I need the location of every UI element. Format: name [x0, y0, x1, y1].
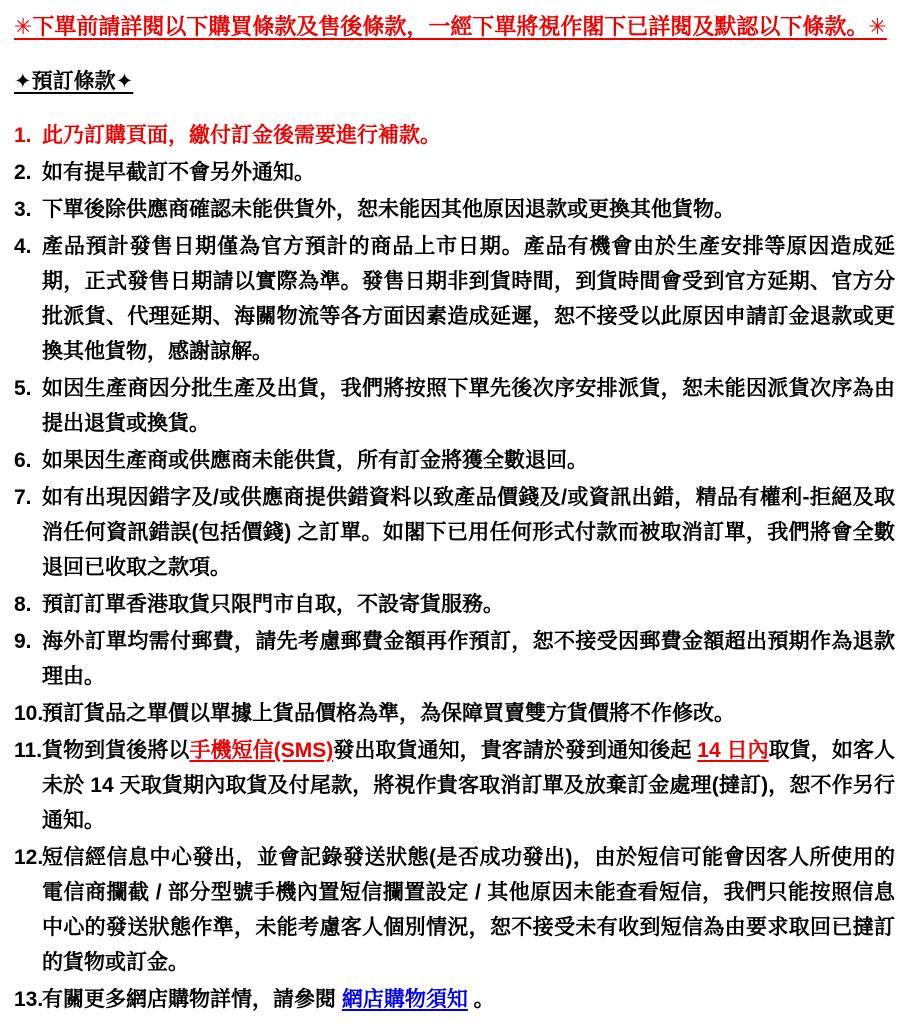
term-item-2: [14, 155, 895, 190]
term-text-6: 如果因生產商或供應商未能供貨，所有訂金將獲全數退回。: [42, 449, 588, 472]
page-title: ✳︎下單前請詳閱以下購買條款及售後條款，一經下單將視作閣下已詳閱及默認以下條款。✳︎: [14, 14, 887, 39]
online-store-shopping-notice-link[interactable]: 網店購物須知: [341, 988, 468, 1011]
term-item-10: [14, 696, 895, 731]
term-item-7: [14, 480, 895, 585]
section-header-preorder-terms: ✦預訂條款✦: [14, 70, 134, 93]
term-11-segment-3: 取貨，如客人未於 14 天取貨期內取貨及付尾款，將視作貴客取消訂單及放棄訂金處理(撻訂)，恕不作另行通知。: [42, 739, 895, 832]
term-number-13: 13.: [14, 988, 44, 1011]
term-item-12: [14, 840, 895, 980]
term-text-5: 如因生產商因分批生產及出貨，我們將按照下單先後次序安排派貨，恕未能因派貨次序為由提出退貨或換貨。: [42, 377, 895, 435]
term-number-9: 9.: [14, 630, 32, 653]
term-number-10: 10.: [14, 702, 44, 725]
term-number-3: 3.: [14, 198, 32, 221]
term-number-2: 2.: [14, 161, 32, 184]
term-text-4: 產品預計發售日期僅為官方預計的商品上市日期。產品有機會由於生產安排等原因造成延期，正式發售日期請以實際為準。發售日期非到貨時間，到貨時間會受到官方延期、官方分批派貨、代理延期、海關物流等各方面因素造成延遲，恕不接受以此原因申請訂金退款或更換其他貨物，感謝諒解。: [42, 235, 895, 363]
term-11-segment-2: 發出取貨通知，貴客請於發到通知後起: [333, 739, 698, 762]
term-item-3: [14, 192, 895, 227]
term-text-1: 此乃訂購頁面，繳付訂金後需要進行補款。: [42, 124, 441, 147]
term-number-1: 1.: [14, 124, 32, 147]
term-item-13: [14, 982, 895, 1017]
term-item-8: [14, 587, 895, 622]
term-text-9: 海外訂單均需付郵費，請先考慮郵費金額再作預訂，恕不接受因郵費金額超出預期作為退款理由。: [42, 630, 895, 688]
term-number-5: 5.: [14, 377, 32, 400]
term-item-1: [14, 118, 895, 153]
term-11-days-highlight: 14 日內: [697, 739, 769, 762]
term-text-8: 預訂訂單香港取貨只限門市自取，不設寄貨服務。: [42, 593, 504, 616]
term-text-7: 如有出現因錯字及/或供應商提供錯資料以致產品價錢及/或資訊出錯，精品有權利-拒絕及取消任何資訊錯誤(包括價錢) 之訂單。如閣下已用任何形式付款而被取消訂單，我們將會全數退回已收取之款項。: [42, 486, 895, 579]
terms-list: [14, 118, 895, 1017]
term-13-segment-2: 。: [467, 988, 495, 1011]
term-number-4: 4.: [14, 235, 32, 258]
term-text-12: 短信經信息中心發出，並會記錄發送狀態(是否成功發出)，由於短信可能會因客人所使用的電信商攔截 / 部分型號手機內置短信攔置設定 / 其他原因未能查看短信，我們只能按照信息中心的發送狀態作準，未能考慮客人個別情況，恕不接受未有收到短信為由要求取回已撻訂的貨物或訂金。: [42, 846, 895, 974]
term-number-6: 6.: [14, 449, 32, 472]
term-text-13: [42, 988, 495, 1011]
term-item-11: [14, 733, 895, 838]
term-number-8: 8.: [14, 593, 32, 616]
term-text-3: 下單後除供應商確認未能供貨外，恕未能因其他原因退款或更換其他貨物。: [42, 198, 735, 221]
term-number-12: 12.: [14, 846, 44, 869]
term-number-7: 7.: [14, 486, 32, 509]
term-item-6: [14, 443, 895, 478]
term-item-5: [14, 371, 895, 441]
term-text-10: 預訂貨品之單價以單據上貨品價格為準，為保障買賣雙方貨價將不作修改。: [42, 702, 735, 725]
term-13-segment-1: 有關更多網店購物詳情，請參閱: [42, 988, 342, 1011]
term-number-11: 11.: [14, 739, 43, 762]
term-text-11: [42, 739, 895, 832]
term-11-segment-1: 貨物到貨後將以: [42, 739, 190, 762]
term-item-9: [14, 624, 895, 694]
term-item-4: [14, 229, 895, 369]
term-11-sms-highlight: 手機短信(SMS): [189, 739, 334, 762]
term-text-2: 如有提早截訂不會另外通知。: [42, 161, 315, 184]
